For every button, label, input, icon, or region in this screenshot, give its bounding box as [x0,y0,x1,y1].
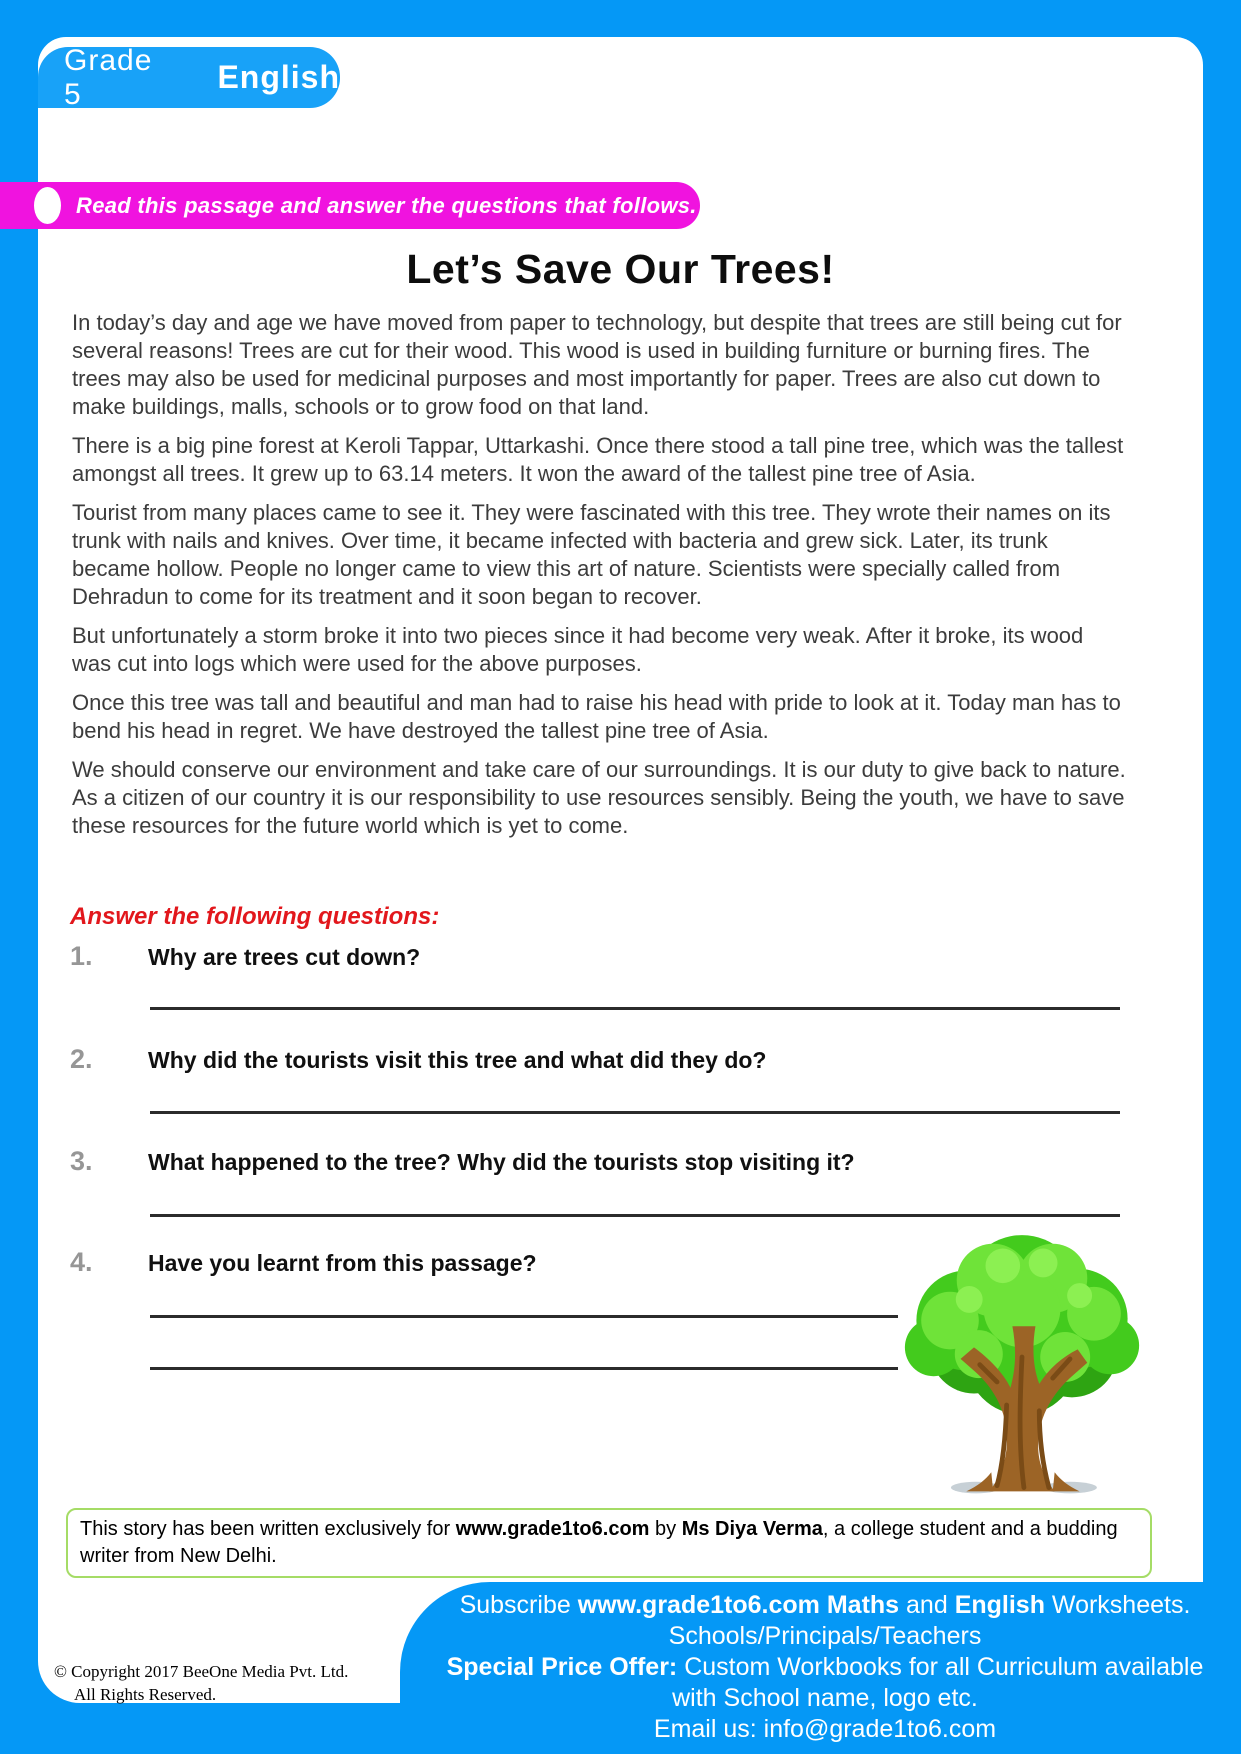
copyright-line: All Rights Reserved. [74,1685,217,1704]
subject-label: English [217,59,340,95]
footer-text-part: Subscribe [459,1591,578,1619]
instruction-banner [0,182,700,229]
passage-paragraph: There is a big pine forest at Keroli Tappar, Uttarkashi. Once there stood a tall pine tree, which was the tallest amongst all trees. It grew up to 63.14 meters. It won the award of the tallest pine tree of Asia. [72,433,1124,486]
passage-title: Let’s Save Our Trees! [406,246,835,292]
question-text: Why did the tourists visit this tree and what did they do? [148,1047,767,1073]
footer-school-line: with School name, logo etc. [672,1684,978,1712]
answer-line [150,1367,898,1370]
questions-heading: Answer the following questions: [70,903,440,930]
grade-tab [38,43,340,111]
tree-illustration [878,1212,1166,1502]
question-number: 2. [70,1044,93,1074]
question-number: 3. [70,1146,93,1176]
passage-paragraph: In today’s day and age we have moved from paper to technology, but despite that trees are still being cut for several reasons! Trees are cut for their wood. This wood is used in building furniture or burning fires. The trees may also be used for medicinal purposes and most importantly for paper. Trees are also cut down to make buildings, malls, schools or to grow food on that land. [72,310,1122,419]
footer-email-line: Email us: info@grade1to6.com [653,1715,997,1743]
passage-paragraph: We should conserve our environment and take care of our surroundings. It is our duty to give back to nature. As a citizen of our country it is our responsibility to use resources sensibly. Being the youth, we have to save these resources for the future world which is yet to come. [72,757,1126,838]
footer-audience-line: Schools/Principals/Teachers [668,1622,982,1650]
passage [72,309,1126,851]
answer-line [150,1111,1120,1114]
footer-text-part: Custom Workbooks for all Curriculum available [677,1653,1204,1681]
footer-site-link: www.grade1to6.com Maths [577,1591,900,1619]
question-number: 4. [70,1247,93,1277]
footer-offer-line [430,1652,1220,1683]
passage-paragraph: But unfortunately a storm broke it into two pieces since it had become very weak. After it broke, its wood was cut into logs which were used for the above purposes. [72,623,1084,676]
question-text: What happened to the tree? Why did the tourists stop visiting it? [148,1149,855,1175]
footer-text-part: and [899,1591,955,1619]
note-site-link: www.grade1to6.com [455,1518,650,1540]
question-item-2 [70,1044,766,1075]
grade-label: Grade 5 [64,43,153,111]
question-item-4 [70,1247,537,1278]
footer-text [430,1590,1220,1745]
footer-text-part: Worksheets. [1044,1591,1191,1619]
footer-offer-label: Special Price Offer: [446,1653,678,1681]
question-item-1 [70,941,420,972]
question-item-3 [70,1146,855,1177]
question-number: 1. [70,941,93,971]
note-author: Ms Diya Verma [681,1518,823,1540]
copyright-line: © Copyright 2017 BeeOne Media Pvt. Ltd. [54,1662,349,1681]
attribution-note [66,1508,1152,1578]
passage-paragraph: Tourist from many places came to see it. They were fascinated with this tree. They wrote their names on its trunk with nails and knives. Over time, it became infected with bacteria and grew sick. Later, its trunk became hollow. People no longer came to view this art of nature. Scientists were specially called from Dehradun to come for its treatment and it soon began to recover. [72,500,1111,609]
passage-paragraph: Once this tree was tall and beautiful and man had to raise his head with pride to look at it. Today man has to bend his head in regret. We have destroyed the tallest pine tree of Asia. [72,690,1121,743]
copyright [54,1660,354,1706]
answer-line [150,1007,1120,1010]
oval-bullet-icon [34,187,61,224]
question-text: Have you learnt from this passage? [148,1250,537,1276]
instruction-text: Read this passage and answer the questions that follows. [76,193,697,218]
footer-subscribe-line [430,1590,1220,1621]
note-text: by [649,1518,682,1540]
note-text: This story has been written exclusively for [80,1518,456,1540]
footer-text-part: English [954,1591,1045,1619]
answer-line [150,1315,898,1318]
question-text: Why are trees cut down? [148,944,421,970]
note-text: , a college student and a budding writer from New Delhi. [80,1518,1118,1567]
